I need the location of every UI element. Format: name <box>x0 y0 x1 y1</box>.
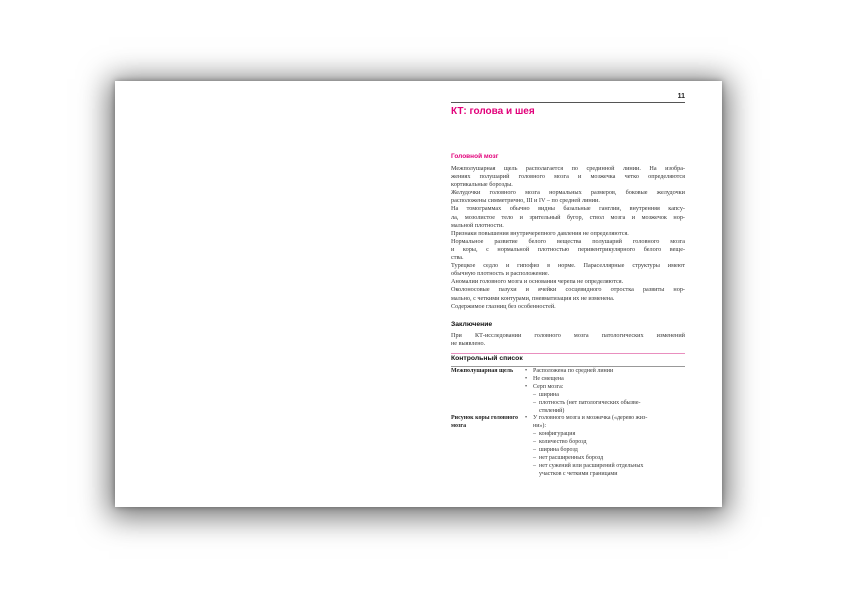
conclusion-title: Заключение <box>451 321 493 328</box>
checklist-item-text: количество борозд <box>539 439 587 446</box>
checklist-divider <box>451 366 685 367</box>
body-line: На томограммах обычно видны базальные ганглии, внутренняя капсу- <box>451 205 685 213</box>
body-line: Межполушарная щель располагается по срединной линии. На изобра- <box>451 165 685 172</box>
checklist-row <box>451 415 685 478</box>
checklist-items <box>525 368 685 415</box>
bullet-icon: • <box>525 375 528 382</box>
checklist-item-text: Расположена по средней линии <box>533 368 614 374</box>
section-title: Головной мозг <box>451 153 499 160</box>
right-page <box>451 81 685 507</box>
checklist-item <box>525 447 685 455</box>
checklist-item <box>525 392 685 400</box>
dash-icon: – <box>533 447 536 454</box>
chapter-title: КТ: голова и шея <box>451 106 535 117</box>
conclusion-text <box>451 332 685 348</box>
checklist-item <box>525 463 685 471</box>
dash-icon: – <box>533 454 536 461</box>
checklist-item-text: участков с четкими границами <box>539 470 618 477</box>
body-line: и коры, с нормальной плотностью перивентрикулярного белого веще- <box>451 245 685 253</box>
checklist-item-text: У головного мозга и мозжечка («дерево жиз- <box>533 415 648 422</box>
checklist-item-text: Серп мозга: <box>533 383 564 390</box>
checklist-item <box>525 376 685 384</box>
body-line: ла, мозолистое тело и зрительный бугор, ствол мозга и мозжечок нор- <box>451 213 685 221</box>
conclusion-line: При КТ-исследовании головного мозга патологических изменений <box>451 332 685 339</box>
checklist-item <box>525 368 685 376</box>
checklist-items <box>525 415 685 478</box>
checklist-title: Контрольный список <box>451 355 523 362</box>
checklist-item <box>525 415 685 423</box>
checklist-rule <box>451 353 685 354</box>
conclusion-line: не выявлено. <box>451 340 486 347</box>
checklist-item-text: ни»): <box>533 423 547 430</box>
body-line: мальной плотности. <box>451 221 504 229</box>
checklist-row <box>451 368 685 415</box>
checklist-item <box>525 471 685 479</box>
body-text <box>451 165 685 311</box>
body-line: обычную плотность и расположение. <box>451 270 550 278</box>
checklist-item <box>525 439 685 447</box>
checklist-item-text: ширина <box>539 391 559 398</box>
dash-icon: – <box>533 391 536 398</box>
checklist-item-text: нет расширенных борозд <box>539 454 604 461</box>
checklist-term: Межполушарная щель <box>451 368 514 374</box>
checklist-item-text: конфигурация <box>539 431 576 438</box>
dash-icon: – <box>533 431 536 438</box>
checklist-item-text: плотность (нет патологических обызве- <box>539 399 641 406</box>
checklist-item-text: Не смещена <box>533 375 564 382</box>
checklist-item-text: ширина борозд <box>539 447 578 454</box>
checklist-item-text: нет сужений или расширений отдельных <box>539 462 644 469</box>
dash-icon: – <box>533 462 536 469</box>
checklist-item <box>525 431 685 439</box>
book-spread <box>115 81 722 507</box>
checklist-item <box>525 384 685 392</box>
dash-icon: – <box>533 399 536 406</box>
body-line: кортикальные борозды. <box>451 181 513 189</box>
body-line: Содержимое глазниц без особенностей. <box>451 302 556 310</box>
checklist-item <box>525 455 685 463</box>
checklist-table <box>451 368 685 479</box>
body-line: Аномалии головного мозга и основания черепа не определяются. <box>451 278 624 286</box>
bullet-icon: • <box>525 383 528 390</box>
body-line: Нормальное развитие белого вещества полушарий головного мозга <box>451 237 685 245</box>
body-line: жениях полушарий головного мозга и мозжечка четко определяются <box>451 173 685 181</box>
checklist-term: Рисунок коры головного мозга <box>451 415 519 430</box>
body-line: Признаки повышения внутричерепного давления не определяются. <box>451 229 629 237</box>
body-line: Желудочки головного мозга нормальных размеров, боковые желудочки <box>451 189 685 197</box>
header-rule <box>451 102 685 103</box>
checklist-item <box>525 400 685 408</box>
body-line: Турецкое седло и гипофиз в норме. Параселлярные структуры имеют <box>451 262 685 270</box>
page-number: 11 <box>677 93 685 100</box>
body-line: ства. <box>451 254 464 262</box>
body-line: Околоносовые пазухи и ячейки сосцевидного отростка развиты нор- <box>451 286 685 294</box>
body-line: расположены симметрично, III и IV – по средней линии. <box>451 197 600 205</box>
bullet-icon: • <box>525 368 528 374</box>
dash-icon: – <box>533 439 536 446</box>
bullet-icon: • <box>525 415 528 422</box>
checklist-item-text: ствлений) <box>539 407 565 414</box>
body-line: мально, с четкими контурами, пневматизация их не изменена. <box>451 294 615 302</box>
